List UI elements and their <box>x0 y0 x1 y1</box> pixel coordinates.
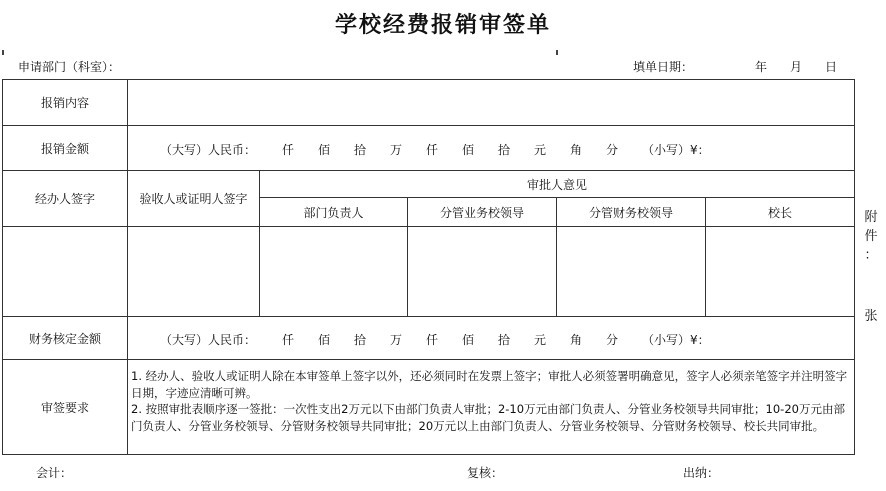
accountant-label: 会计： <box>36 466 73 480</box>
content-field[interactable] <box>128 80 854 125</box>
dept-label: 申请部门（科室）： <box>18 60 121 74</box>
cashier-label: 出纳： <box>683 466 720 480</box>
requirements-label: 审签要求 <box>40 400 89 415</box>
approval-label: 审批人意见 <box>526 177 587 192</box>
unit-yuan: 元 <box>533 333 546 347</box>
unit-shi: 拾 <box>353 333 366 347</box>
amount-label: 报销金额 <box>40 141 89 156</box>
attachment-label: 附 件 ： <box>864 210 878 263</box>
business-leader-opinion-field[interactable] <box>408 227 556 316</box>
attachment-unit: 张 <box>864 309 878 324</box>
unit-qian: 仟 <box>425 333 438 347</box>
amount-small-label: （小写）¥： <box>642 143 710 157</box>
unit-bai: 佰 <box>317 143 330 157</box>
approver-business-leader: 分管业务校领导 <box>439 205 524 220</box>
table-rule <box>2 316 855 317</box>
unit-bai: 佰 <box>317 333 330 347</box>
unit-jiao: 角 <box>569 143 582 157</box>
finance-capital-label: （大写）人民币： <box>160 333 257 347</box>
requirement-1: 1. 经办人、验收人或证明人除在本审签单上签字以外，还必须同时在发票上签字；审批人必须签署明确意见，签字人必须亲笔签字并注明签字日期，字迹应清晰可辨。 <box>131 369 848 400</box>
unit-qian: 仟 <box>425 143 438 157</box>
reviewer-label: 复核： <box>467 466 504 480</box>
requirement-2: 2. 按照审批表顺序逐一签批：一次性支出2万元以下由部门负责人审批；2-10万元由部门负责人、分管业务校领导共同审批；10-20万元由部门负责人、分管业务校领导、分管财务校领导共同审批；20万元以上由部门负责人、分管业务校领导、分管财务校领导、校长共同审批。 <box>131 402 845 433</box>
unit-shi: 拾 <box>497 143 510 157</box>
unit-bai: 佰 <box>461 333 474 347</box>
approver-principal: 校长 <box>767 205 792 220</box>
approver-dept-head: 部门负责人 <box>303 205 364 220</box>
unit-wan: 万 <box>389 333 402 347</box>
unit-fen: 分 <box>605 333 618 347</box>
unit-fen: 分 <box>605 143 618 157</box>
verifier-label: 验收人或证明人签字 <box>139 192 248 206</box>
date-day: 日 <box>825 60 838 74</box>
handler-label: 经办人签字 <box>34 192 95 206</box>
approver-finance-leader: 分管财务校领导 <box>588 205 673 220</box>
table-rule <box>2 125 855 126</box>
finance-label: 财务核定金额 <box>28 331 101 346</box>
unit-wan: 万 <box>389 143 402 157</box>
handler-signature-field[interactable] <box>3 227 127 316</box>
table-border-right <box>854 79 855 455</box>
finance-units <box>270 331 630 348</box>
corner-mark <box>556 50 558 55</box>
unit-qian: 仟 <box>281 143 294 157</box>
date-label: 填单日期： <box>633 60 694 74</box>
unit-shi: 拾 <box>497 333 510 347</box>
verifier-signature-field[interactable] <box>128 227 259 316</box>
page-title: 学校经费报销审签单 <box>334 13 551 38</box>
unit-jiao: 角 <box>569 333 582 347</box>
finance-small-label: （小写）¥： <box>642 333 710 347</box>
table-rule <box>2 359 855 360</box>
date-month: 月 <box>790 60 803 74</box>
dept-head-opinion-field[interactable] <box>260 227 407 316</box>
finance-leader-opinion-field[interactable] <box>557 227 705 316</box>
amount-capital-label: （大写）人民币： <box>160 143 257 157</box>
date-year: 年 <box>755 60 768 74</box>
requirements-text <box>131 368 853 434</box>
amount-units <box>270 141 630 158</box>
corner-mark <box>2 50 4 55</box>
content-label: 报销内容 <box>40 96 89 110</box>
unit-bai: 佰 <box>461 143 474 157</box>
principal-opinion-field[interactable] <box>706 227 854 316</box>
unit-shi: 拾 <box>353 143 366 157</box>
unit-qian: 仟 <box>281 333 294 347</box>
table-border-bottom <box>2 454 855 455</box>
unit-yuan: 元 <box>533 143 546 157</box>
